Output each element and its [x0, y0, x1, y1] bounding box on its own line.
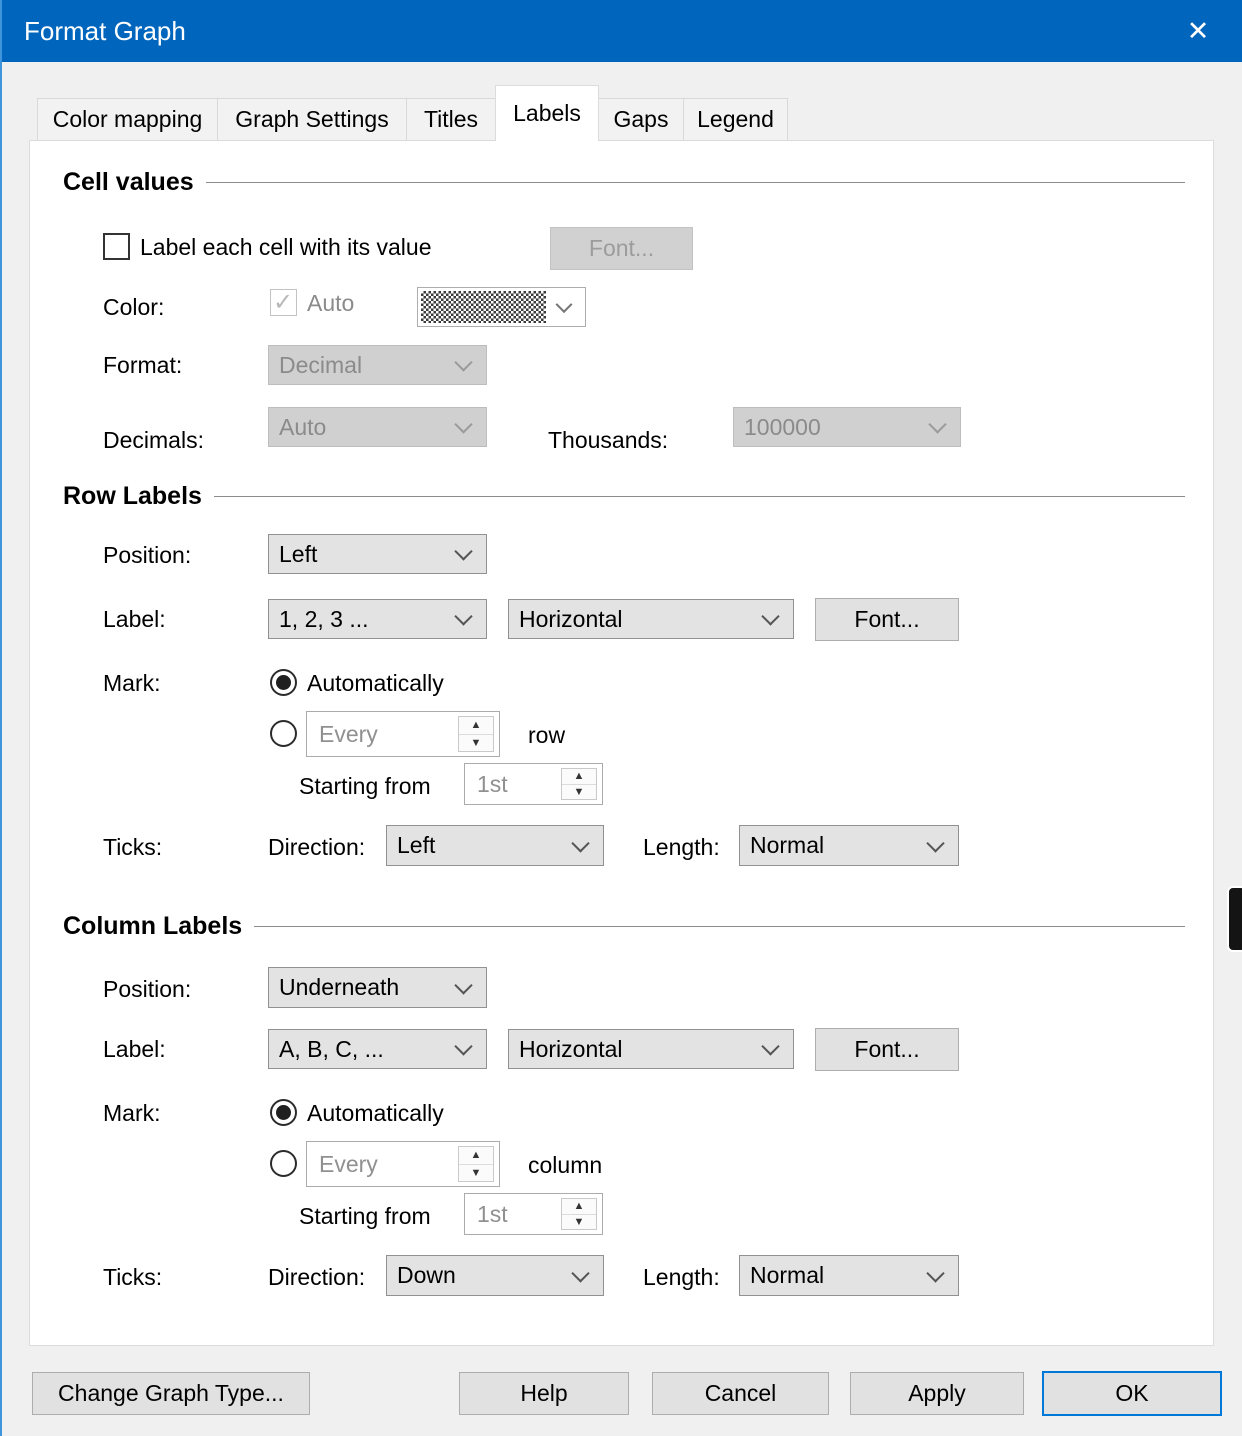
decimals-label: Decimals:	[103, 426, 204, 453]
chevron-down-icon	[926, 834, 944, 852]
section-title: Row Labels	[63, 481, 202, 510]
row-ticks-direction-value: Left	[397, 832, 436, 858]
row-position-dropdown[interactable]	[268, 534, 487, 574]
col-label-orientation-value: Horizontal	[519, 1035, 623, 1062]
spinner-buttons[interactable]	[561, 1198, 597, 1230]
labels-tab-panel	[29, 140, 1214, 1346]
col-every-placeholder: Every	[319, 1150, 378, 1177]
format-label: Format:	[103, 351, 183, 378]
format-value: Decimal	[279, 351, 363, 378]
row-starting-from-label: Starting from	[299, 772, 431, 799]
title-bar	[2, 0, 1242, 62]
tab-graph-settings[interactable]	[217, 98, 407, 141]
cancel-button[interactable]: Cancel	[652, 1372, 829, 1415]
row-every-unit-label: row	[528, 721, 566, 748]
decimals-dropdown	[268, 407, 487, 447]
col-ticks-label: Ticks:	[103, 1263, 163, 1290]
spinner-up-icon[interactable]	[562, 1199, 596, 1215]
col-mark-automatically-radio[interactable]	[270, 1099, 297, 1126]
tab-label: Labels	[513, 100, 581, 126]
ok-button[interactable]: OK	[1042, 1371, 1222, 1416]
chevron-down-icon	[454, 607, 472, 625]
close-button[interactable]	[1168, 0, 1228, 62]
chevron-down-icon	[926, 1264, 944, 1282]
spinner-down-icon[interactable]	[562, 1215, 596, 1230]
col-starting-from-input[interactable]	[464, 1193, 603, 1235]
col-every-input[interactable]	[306, 1141, 500, 1187]
col-labels-font-button[interactable]: Font...	[815, 1028, 959, 1071]
thousands-dropdown	[733, 407, 961, 447]
col-label-label: Label:	[103, 1035, 166, 1062]
row-starting-from-value: 1st	[477, 770, 508, 797]
chevron-down-icon	[454, 353, 472, 371]
col-label-orientation-dropdown[interactable]	[508, 1029, 794, 1069]
col-mark-automatically-label: Automatically	[307, 1099, 444, 1126]
chevron-down-icon	[546, 291, 582, 323]
col-length-label: Length:	[643, 1263, 720, 1290]
window-title: Format Graph	[24, 15, 186, 46]
color-swatch-hatch	[421, 291, 546, 323]
row-labels-section-header	[63, 481, 1185, 511]
row-label-orientation-value: Horizontal	[519, 605, 623, 632]
thousands-value: 100000	[744, 413, 821, 440]
tab-titles[interactable]	[406, 98, 496, 141]
section-title: Column Labels	[63, 911, 243, 940]
help-button[interactable]: Help	[459, 1372, 629, 1415]
section-divider	[214, 496, 1185, 497]
col-position-value: Underneath	[279, 974, 400, 1000]
col-label-style-dropdown[interactable]	[268, 1029, 487, 1069]
row-direction-label: Direction:	[268, 833, 366, 860]
spinner-up-icon[interactable]	[459, 1147, 493, 1165]
col-position-label: Position:	[103, 975, 192, 1002]
row-position-value: Left	[279, 540, 318, 567]
row-starting-from-input[interactable]	[464, 763, 603, 805]
col-ticks-length-value: Normal	[750, 1262, 825, 1288]
col-ticks-direction-value: Down	[397, 1262, 456, 1288]
tab-label: Graph Settings	[235, 106, 389, 132]
row-ticks-length-dropdown[interactable]	[739, 825, 959, 866]
tab-label: Color mapping	[52, 106, 203, 132]
row-labels-font-button[interactable]: Font...	[815, 598, 959, 641]
col-ticks-length-dropdown[interactable]	[739, 1255, 959, 1296]
row-position-label: Position:	[103, 541, 192, 568]
tab-strip	[37, 97, 787, 141]
label-each-cell-label: Label each cell with its value	[140, 233, 432, 260]
row-label-orientation-dropdown[interactable]	[508, 599, 794, 639]
column-labels-section-header	[63, 911, 1185, 941]
spinner-buttons[interactable]	[458, 716, 494, 752]
chevron-down-icon	[454, 542, 472, 560]
tab-label: Titles	[423, 106, 479, 132]
col-every-unit-label: column	[528, 1151, 603, 1178]
row-mark-automatically-radio[interactable]	[270, 669, 297, 696]
chevron-down-icon	[454, 1037, 472, 1055]
section-title: Cell values	[63, 167, 194, 196]
tab-label: Legend	[697, 106, 774, 132]
spinner-buttons[interactable]	[561, 768, 597, 800]
color-auto-label: Auto	[307, 289, 355, 316]
row-label-label: Label:	[103, 605, 166, 632]
chevron-down-icon	[571, 1264, 589, 1282]
tab-legend[interactable]	[683, 98, 788, 141]
chevron-down-icon	[928, 415, 946, 433]
tab-label: Gaps	[613, 106, 669, 132]
col-ticks-direction-dropdown[interactable]	[386, 1255, 604, 1296]
row-mark-every-radio[interactable]	[270, 720, 297, 747]
spinner-up-icon[interactable]	[562, 769, 596, 785]
row-ticks-label: Ticks:	[103, 833, 163, 860]
tab-color-mapping[interactable]	[37, 98, 218, 141]
close-icon: ✕	[1186, 15, 1210, 46]
thousands-label: Thousands:	[548, 426, 669, 453]
spinner-down-icon[interactable]	[459, 1165, 493, 1182]
col-starting-from-label: Starting from	[299, 1202, 431, 1229]
row-ticks-direction-dropdown[interactable]	[386, 825, 604, 866]
col-starting-from-value: 1st	[477, 1200, 508, 1227]
spinner-buttons[interactable]	[458, 1146, 494, 1182]
chevron-down-icon	[761, 607, 779, 625]
cell-values-section-header	[63, 167, 1185, 197]
row-mark-label: Mark:	[103, 669, 161, 696]
section-divider	[254, 926, 1185, 927]
section-divider	[206, 182, 1185, 183]
chevron-down-icon	[571, 834, 589, 852]
col-position-dropdown[interactable]	[268, 967, 487, 1008]
chevron-down-icon	[761, 1037, 779, 1055]
change-graph-type-button[interactable]: Change Graph Type...	[32, 1372, 310, 1415]
color-auto-checkbox	[270, 289, 297, 316]
scrollbar-thumb[interactable]	[1227, 886, 1242, 952]
col-mark-label: Mark:	[103, 1099, 161, 1126]
col-mark-every-radio[interactable]	[270, 1150, 297, 1177]
row-length-label: Length:	[643, 833, 720, 860]
row-every-placeholder: Every	[319, 720, 378, 747]
spinner-up-icon[interactable]	[459, 717, 493, 735]
color-label: Color:	[103, 293, 165, 320]
color-dropdown	[417, 287, 586, 327]
decimals-value: Auto	[279, 413, 327, 440]
format-dropdown	[268, 345, 487, 385]
row-every-input[interactable]	[306, 711, 500, 757]
cell-values-font-button: Font...	[550, 227, 693, 270]
label-each-cell-checkbox[interactable]	[103, 233, 130, 260]
row-label-style-value: 1, 2, 3 ...	[279, 605, 369, 632]
row-label-style-dropdown[interactable]	[268, 599, 487, 639]
apply-button[interactable]: Apply	[850, 1372, 1024, 1415]
chevron-down-icon	[454, 415, 472, 433]
spinner-down-icon[interactable]	[562, 785, 596, 800]
col-direction-label: Direction:	[268, 1263, 366, 1290]
col-label-style-value: A, B, C, ...	[279, 1035, 384, 1062]
chevron-down-icon	[454, 976, 472, 994]
row-ticks-length-value: Normal	[750, 832, 825, 858]
tab-gaps[interactable]	[598, 98, 684, 141]
spinner-down-icon[interactable]	[459, 735, 493, 752]
row-mark-automatically-label: Automatically	[307, 669, 444, 696]
tab-labels[interactable]	[495, 85, 599, 141]
